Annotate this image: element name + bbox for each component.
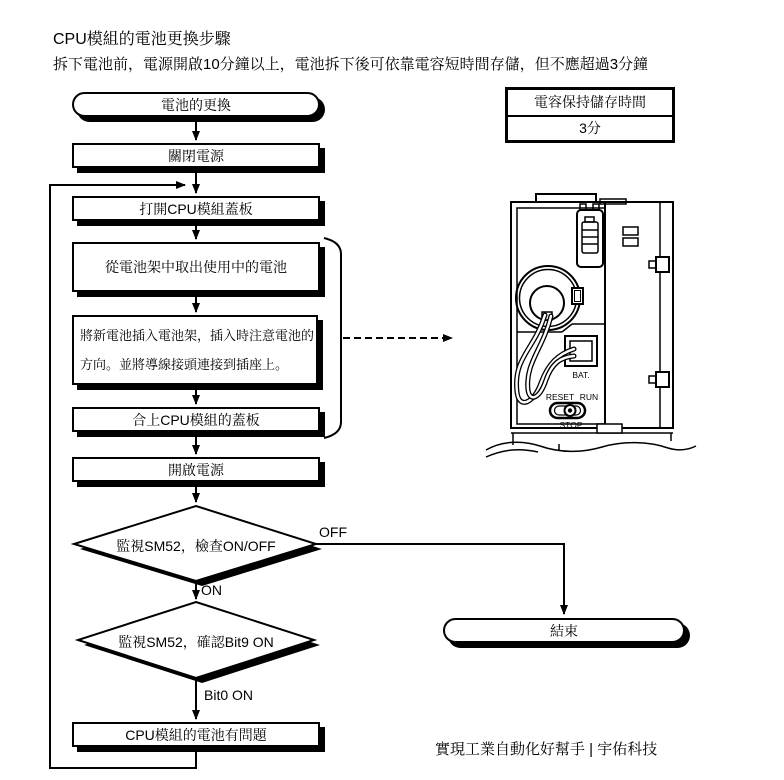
stop-label: STOP bbox=[559, 420, 583, 430]
bat-label: BAT. bbox=[572, 370, 590, 380]
vent-grille bbox=[623, 227, 638, 246]
step-power-off-label: 關閉電源 bbox=[168, 147, 224, 164]
decision-confirm-bit9-label: 監視SM52，確認Bit9 ON bbox=[118, 634, 274, 650]
off-branch-connector bbox=[316, 544, 564, 614]
step-open-cover-label: 打開CPU模組蓋板 bbox=[139, 200, 253, 217]
mounting-clip-top bbox=[649, 257, 669, 272]
break-lines bbox=[486, 442, 696, 457]
capacitor-table-header: 電容保持儲存時間 bbox=[508, 90, 672, 117]
cpu-module-drawing bbox=[486, 194, 696, 457]
module-case bbox=[511, 194, 673, 445]
decision-check-onoff-label: 監視SM52，檢查ON/OFF bbox=[116, 538, 276, 554]
capacitor-retention-table bbox=[505, 87, 675, 143]
footer-tagline: 實現工業自動化好幫手 | 宇佑科技 bbox=[435, 741, 658, 758]
step-remove-battery-label: 從電池架中取出使用中的電池 bbox=[105, 259, 287, 275]
flow-end-label: 結束 bbox=[550, 622, 578, 639]
grouping-bracket bbox=[324, 238, 341, 438]
step-insert-battery-line1: 將新電池插入電池架，插入時注意電池的 bbox=[80, 328, 315, 343]
step-remove-battery bbox=[72, 242, 320, 292]
battery-slot bbox=[577, 204, 603, 267]
branch-on-label: ON bbox=[201, 582, 222, 598]
step-close-cover bbox=[72, 407, 320, 432]
capacitor-table-value: 3分 bbox=[579, 120, 601, 136]
step-power-off bbox=[72, 143, 320, 168]
branch-bit0-on-label: Bit0 ON bbox=[204, 687, 254, 703]
run-stop-switch bbox=[550, 403, 585, 418]
mounting-clip-bottom bbox=[649, 372, 669, 387]
step-close-cover-label: 合上CPU模組的蓋板 bbox=[132, 411, 260, 428]
page-subtitle: 拆下電池前，電源開啟10分鐘以上，電池拆下後可依靠電容短時間存儲，但不應超過3分鐘 bbox=[53, 56, 649, 73]
flow-end-terminal bbox=[443, 618, 685, 643]
battery-wires bbox=[517, 315, 574, 402]
flow-start-label: 電池的更換 bbox=[161, 96, 231, 113]
flow-start-terminal bbox=[72, 92, 320, 117]
step-battery-problem-label: CPU模組的電池有問題 bbox=[125, 726, 267, 743]
module-labels bbox=[546, 370, 598, 430]
step-battery-problem bbox=[72, 722, 320, 747]
run-label: RUN bbox=[579, 392, 599, 402]
branch-off-label: OFF bbox=[319, 524, 347, 540]
step-insert-battery bbox=[72, 315, 318, 385]
reset-label: RESET bbox=[545, 392, 575, 402]
page-title: CPU模組的電池更換步驟 bbox=[53, 31, 231, 48]
step-power-on-label: 開啟電源 bbox=[168, 461, 224, 478]
step-power-on bbox=[72, 457, 320, 482]
step-open-cover bbox=[72, 196, 320, 221]
step-insert-battery-line2: 方向。並將導線接頭連接到插座上。 bbox=[80, 357, 289, 372]
